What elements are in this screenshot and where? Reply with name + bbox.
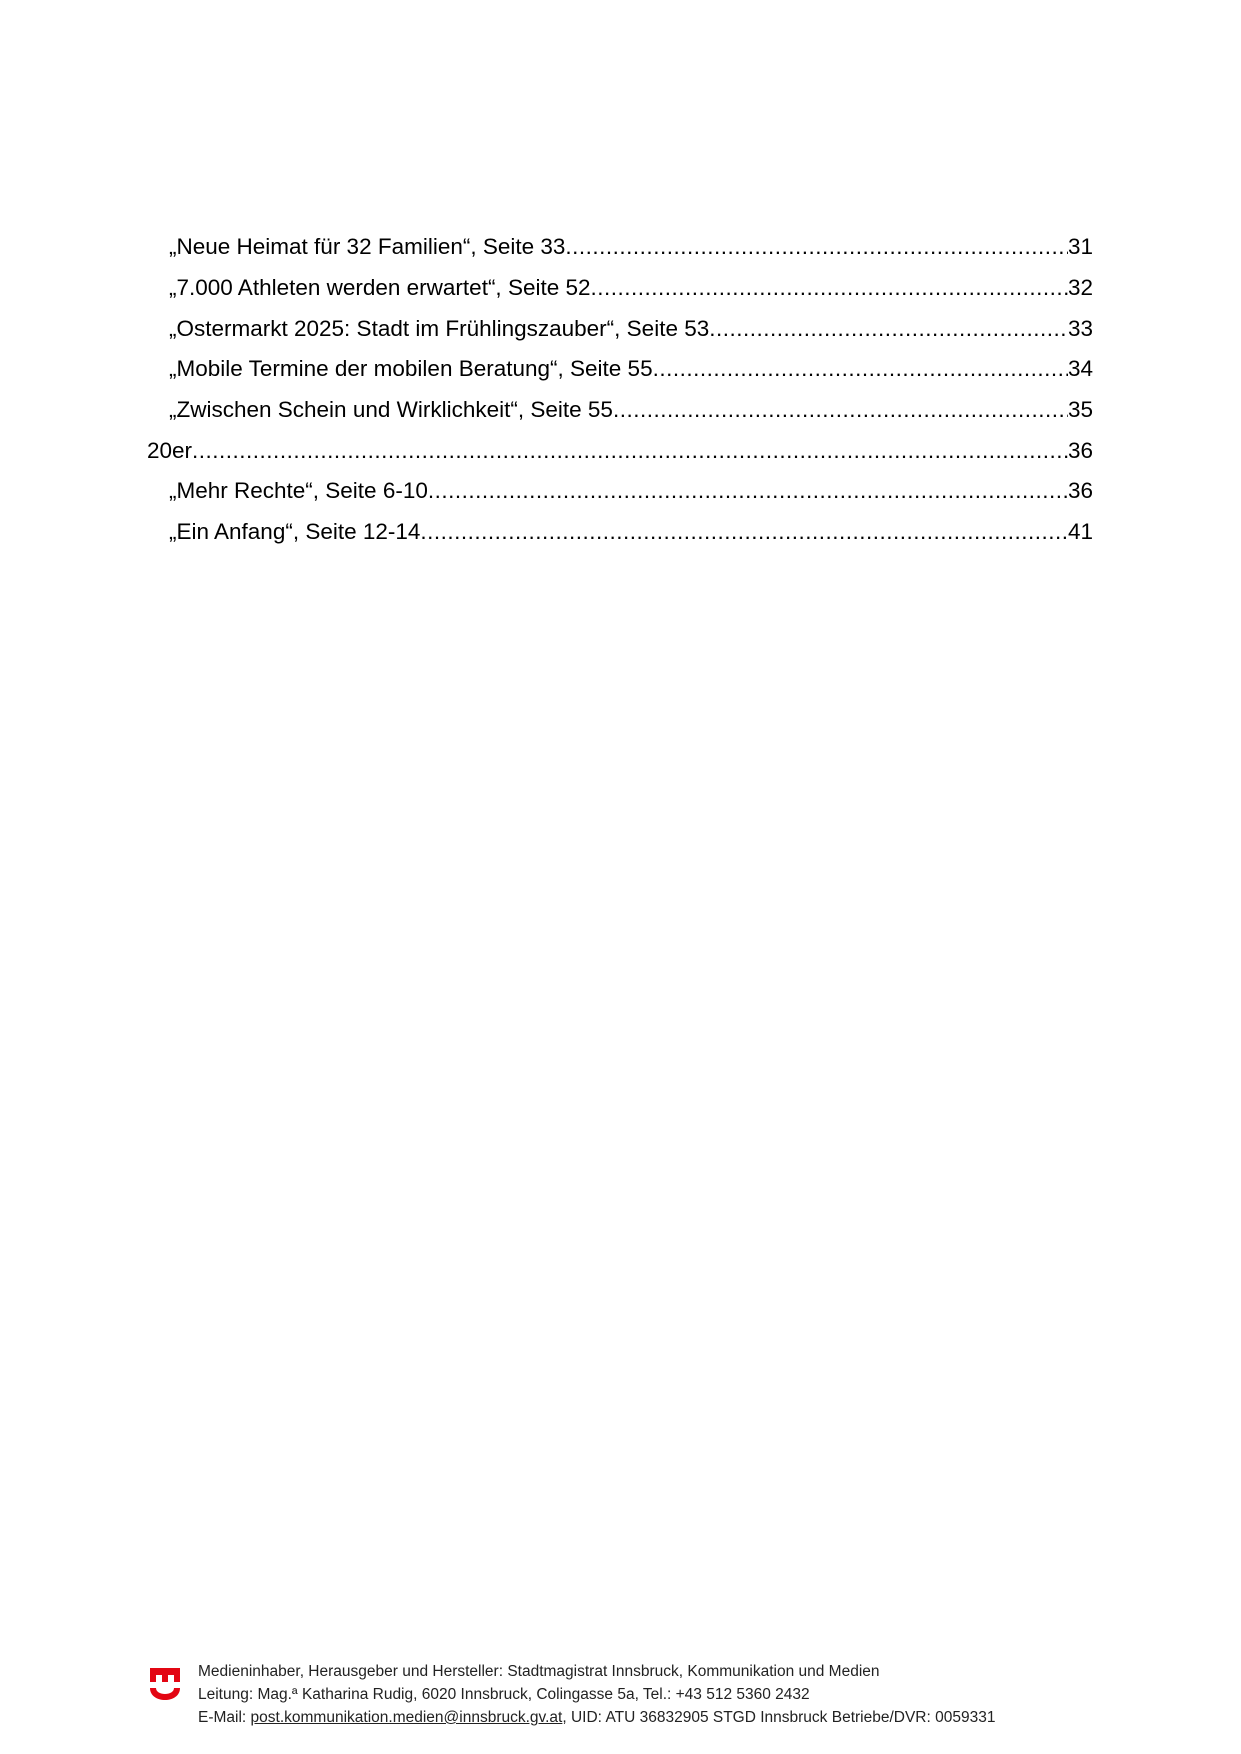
toc-entry[interactable]: [169, 232, 1093, 262]
footer-email-link[interactable]: post.kommunikation.medien@innsbruck.gv.at: [250, 1709, 563, 1726]
toc-entry[interactable]: [169, 395, 1093, 425]
toc-entry-page: 41: [1067, 519, 1093, 544]
toc-entry-label: 20er: [147, 438, 193, 463]
logo-bottom-arch: [150, 1688, 180, 1700]
toc-dot-leader: [709, 314, 1068, 344]
toc-entry-label: „Zwischen Schein und Wirklichkeit“, Seite 55: [169, 397, 613, 422]
toc-dot-leader: [565, 232, 1068, 262]
toc-entry[interactable]: [169, 314, 1093, 344]
toc-entry[interactable]: [169, 476, 1093, 506]
toc-dot-leader: [653, 354, 1068, 384]
footer-email-prefix: E-Mail:: [198, 1709, 251, 1726]
toc-entry-label: „Ein Anfang“, Seite 12-14: [169, 519, 421, 544]
toc-entry-label: „Ostermarkt 2025: Stadt im Frühlingszauber“, Seite 53: [169, 316, 710, 341]
toc-entry-label: „Mehr Rechte“, Seite 6-10: [169, 478, 428, 503]
toc-entry-label: „Mobile Termine der mobilen Beratung“, Seite 55: [169, 356, 653, 381]
toc-entry[interactable]: [169, 273, 1093, 303]
toc-entry[interactable]: [169, 517, 1093, 547]
toc-entry-page: 36: [1067, 438, 1093, 463]
logo-top-mark: [150, 1668, 180, 1682]
toc-entry[interactable]: [147, 436, 1093, 466]
toc-entry-page: 31: [1067, 234, 1093, 259]
toc-entry[interactable]: [169, 354, 1093, 384]
toc-dot-leader: [192, 436, 1068, 466]
footer-management-line: Leitung: Mag.ª Katharina Rudig, 6020 Innsbruck, Colingasse 5a, Tel.: +43 512 5360 2432: [198, 1686, 810, 1703]
toc-entry-page: 33: [1067, 316, 1093, 341]
toc-entry-page: 34: [1067, 356, 1093, 381]
toc-entry-page: 36: [1067, 478, 1093, 503]
toc-dot-leader: [613, 395, 1068, 425]
toc-entry-label: „Neue Heimat für 32 Familien“, Seite 33: [169, 234, 566, 259]
toc-entry-label: „7.000 Athleten werden erwartet“, Seite 52: [169, 275, 591, 300]
toc-entry-page: 35: [1067, 397, 1093, 422]
footer-contact-line: [198, 1706, 1098, 1729]
footer-publisher-line: Medieninhaber, Herausgeber und Hersteller: Stadtmagistrat Innsbruck, Kommunikation und Medien: [198, 1663, 880, 1680]
page-footer: [148, 1660, 1088, 1730]
toc-dot-leader: [428, 476, 1068, 506]
toc-dot-leader: [591, 273, 1068, 303]
toc-entry-page: 32: [1067, 275, 1093, 300]
toc-dot-leader: [420, 517, 1068, 547]
innsbruck-logo-icon: [148, 1664, 182, 1708]
footer-registration-info: , UID: ATU 36832905 STGD Innsbruck Betriebe/DVR: 0059331: [562, 1709, 996, 1726]
footer-imprint: [198, 1660, 1098, 1729]
